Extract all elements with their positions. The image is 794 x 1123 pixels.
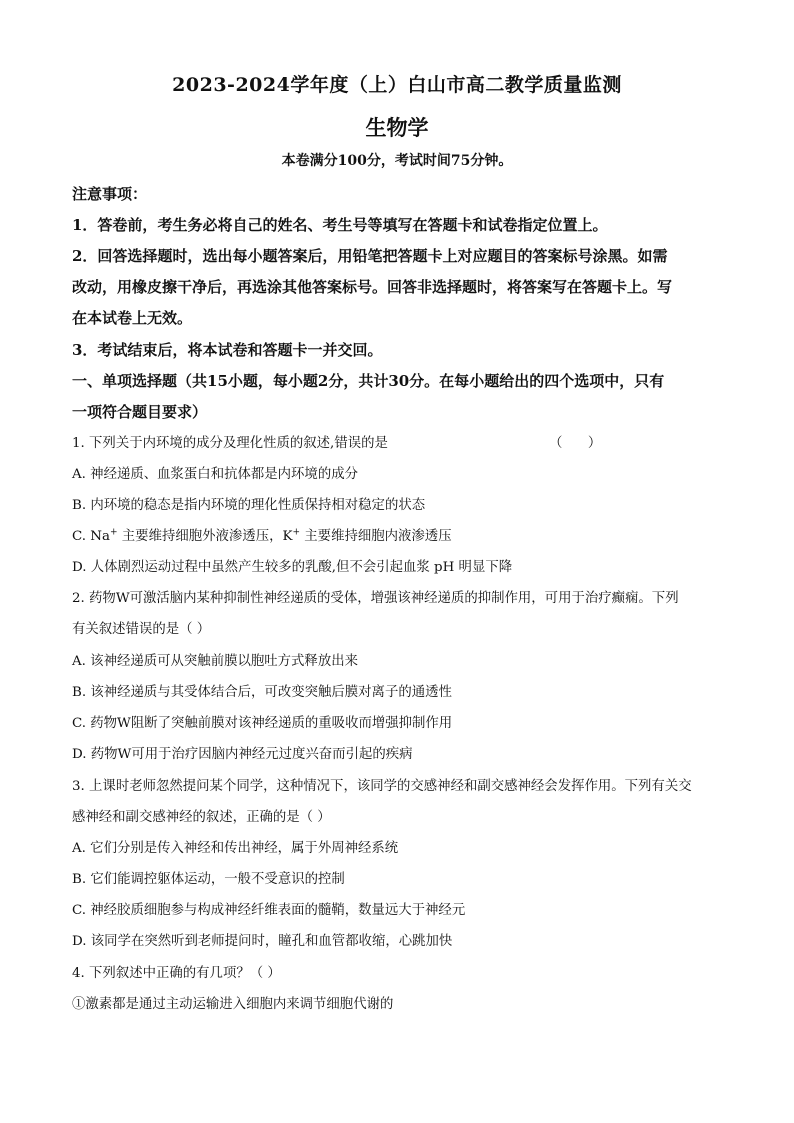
page-title: 2023-2024学年度（上）白山市高二教学质量监测 — [172, 74, 622, 96]
notice-item-2-line-1: 2．回答选择题时，选出每小题答案后，用铅笔把答题卡上对应题目的答案标号涂黑。如需 — [72, 247, 668, 265]
superscript-plus: + — [292, 527, 301, 538]
question-1-stem: 1. 下列关于内环境的成分及理化性质的叙述,错误的是 — [72, 436, 388, 451]
question-1-option-d: D. 人体剧烈运动过程中虽然产生较多的乳酸,但不会引起血浆 pH 明显下降 — [72, 560, 513, 575]
question-2-option-d: D. 药物W可用于治疗因脑内神经元过度兴奋而引起的疾病 — [72, 747, 413, 762]
question-3-stem-line-2: 感神经和副交感神经的叙述，正确的是（ ） — [72, 810, 331, 825]
question-4-stem: 4. 下列叙述中正确的有几项？（ ） — [72, 966, 281, 981]
notice-item-1: 1．答卷前，考生务必将自己的姓名、考生号等填写在答题卡和试卷指定位置上。 — [72, 216, 608, 234]
notice-item-3: 3．考试结束后，将本试卷和答题卡一并交回。 — [72, 341, 383, 359]
question-3-option-d: D. 该同学在突然听到老师提问时，瞳孔和血管都收缩，心跳加快 — [72, 934, 453, 949]
question-1-option-a: A. 神经递质、血浆蛋白和抗体都是内环境的成分 — [72, 467, 358, 482]
question-3-stem-line-1: 3. 上课时老师忽然提问某个同学，这种情况下，该同学的交感神经和副交感神经会发挥作用。下列有关交 — [72, 779, 692, 794]
question-3-option-c: C. 神经胶质细胞参与构成神经纤维表面的髓鞘，数量远大于神经元 — [72, 903, 466, 918]
subject-title: 生物学 — [365, 115, 429, 140]
section-heading-line-2: 一项符合题目要求） — [72, 403, 208, 421]
question-1-answer-blank: （ ） — [549, 436, 602, 451]
question-1-option-b: B. 内环境的稳态是指内环境的理化性质保持相对稳定的状态 — [72, 498, 426, 513]
notice-heading: 注意事项： — [72, 185, 148, 203]
question-2-stem-line-1: 2. 药物W可激活脑内某种抑制性神经递质的受体，增强该神经递质的抑制作用，可用于治疗癫痫。下列 — [72, 591, 679, 606]
option-c-text-3: 主要维持细胞内液渗透压 — [300, 529, 452, 544]
score-note: 本卷满分100分，考试时间75分钟。 — [281, 153, 513, 169]
question-2-option-a: A. 该神经递质可从突触前膜以胞吐方式释放出来 — [72, 654, 358, 669]
option-c-text-1: C. Na — [72, 529, 110, 544]
superscript-plus: + — [109, 527, 118, 538]
notice-item-2-line-3: 在本试卷上无效。 — [72, 309, 193, 327]
option-c-text-2: 主要维持细胞外液渗透压，K — [117, 529, 293, 544]
question-2-option-b: B. 该神经递质与其受体结合后，可改变突触后膜对离子的通透性 — [72, 685, 452, 700]
question-2-stem-line-2: 有关叙述错误的是（ ） — [72, 622, 211, 637]
question-1-option-c — [72, 525, 452, 544]
question-3-option-b: B. 它们能调控躯体运动，一般不受意识的控制 — [72, 872, 345, 887]
question-2-option-c: C. 药物W阻断了突触前膜对该神经递质的重吸收而增强抑制作用 — [72, 716, 453, 731]
question-4-statement-1: ①激素都是通过主动运输进入细胞内来调节细胞代谢的 — [72, 997, 394, 1012]
notice-item-2-line-2: 改动，用橡皮擦干净后，再选涂其他答案标号。回答非选择题时，将答案写在答题卡上。写 — [72, 278, 673, 296]
question-3-option-a: A. 它们分别是传入神经和传出神经，属于外周神经系统 — [72, 841, 399, 856]
section-heading-line-1: 一、单项选择题（共15小题，每小题2分，共计30分。在每小题给出的四个选项中，只有 — [72, 372, 665, 390]
